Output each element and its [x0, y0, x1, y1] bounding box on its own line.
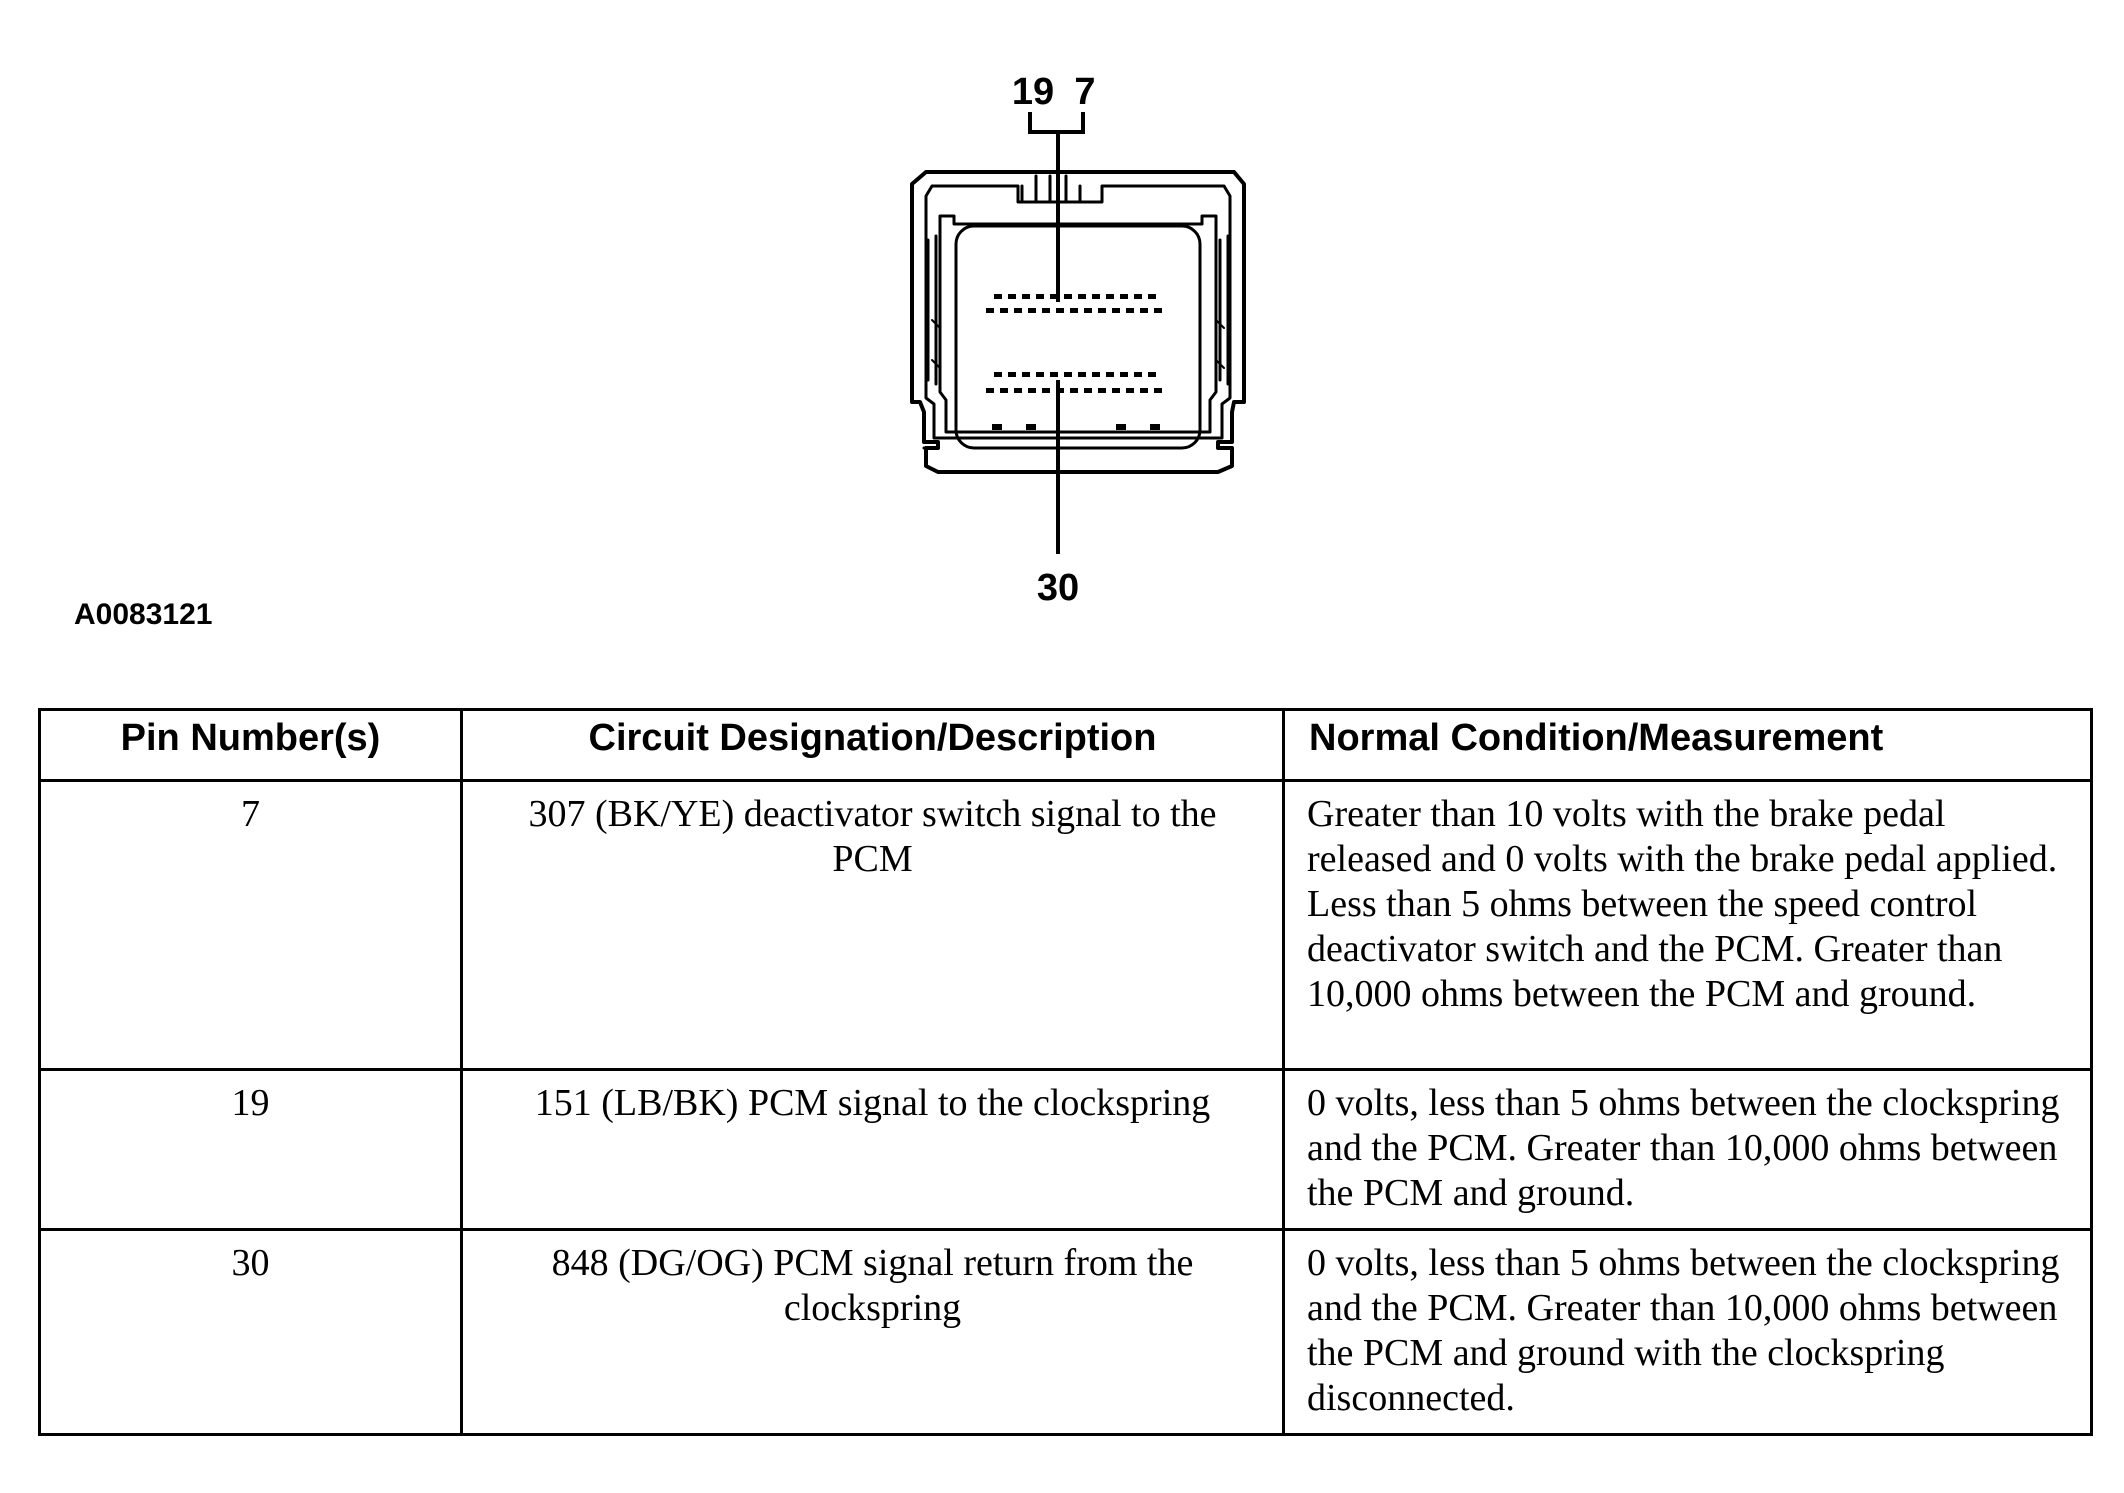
circuit-description-cell: 151 (LB/BK) PCM signal to the clockspring	[462, 1070, 1284, 1230]
pin-row-5	[992, 424, 1160, 430]
header-circuit-description: Circuit Designation/Description	[462, 710, 1284, 781]
connector-body	[912, 172, 1244, 472]
header-pin-number: Pin Number(s)	[40, 710, 462, 781]
pin-leader-bracket	[1030, 112, 1083, 302]
pin-row-3	[994, 372, 1156, 377]
pin-number-cell: 30	[40, 1230, 462, 1435]
pin-label-30: 30	[1036, 567, 1080, 609]
circuit-description-cell: 848 (DG/OG) PCM signal return from the clockspring	[462, 1230, 1284, 1435]
connector-diagram	[0, 0, 2124, 680]
table-header-row	[40, 710, 2092, 781]
pin-cavities	[986, 294, 1162, 430]
table-row	[40, 781, 2092, 1070]
table-row	[40, 1230, 2092, 1435]
table-row	[40, 1070, 2092, 1230]
pin-row-4	[986, 388, 1162, 393]
pin-table	[38, 708, 2093, 1436]
figure-id: A0083121	[74, 598, 213, 631]
pin-label-19: 19	[1011, 71, 1055, 113]
circuit-description-cell: 307 (BK/YE) deactivator switch signal to the PCM	[462, 781, 1284, 1070]
normal-condition-cell: 0 volts, less than 5 ohms between the clockspring and the PCM. Greater than 10,000 ohms between the PCM and ground with the clockspring disconnected.	[1284, 1230, 2092, 1435]
normal-condition-cell: Greater than 10 volts with the brake pedal released and 0 volts with the brake pedal applied. Less than 5 ohms between the speed control deactivator switch and the PCM. Greater than 10,000 ohms between the PCM and ground.	[1284, 781, 2092, 1070]
pin-number-cell: 19	[40, 1070, 462, 1230]
header-normal-condition: Normal Condition/Measurement	[1284, 710, 2092, 781]
pin-label-7: 7	[1074, 71, 1096, 113]
normal-condition-cell: 0 volts, less than 5 ohms between the clockspring and the PCM. Greater than 10,000 ohms between the PCM and ground.	[1284, 1070, 2092, 1230]
pin-table-container	[38, 708, 2090, 1436]
pin-row-2	[986, 308, 1162, 313]
pin-row-1	[994, 294, 1156, 299]
pin-number-cell: 7	[40, 781, 462, 1070]
